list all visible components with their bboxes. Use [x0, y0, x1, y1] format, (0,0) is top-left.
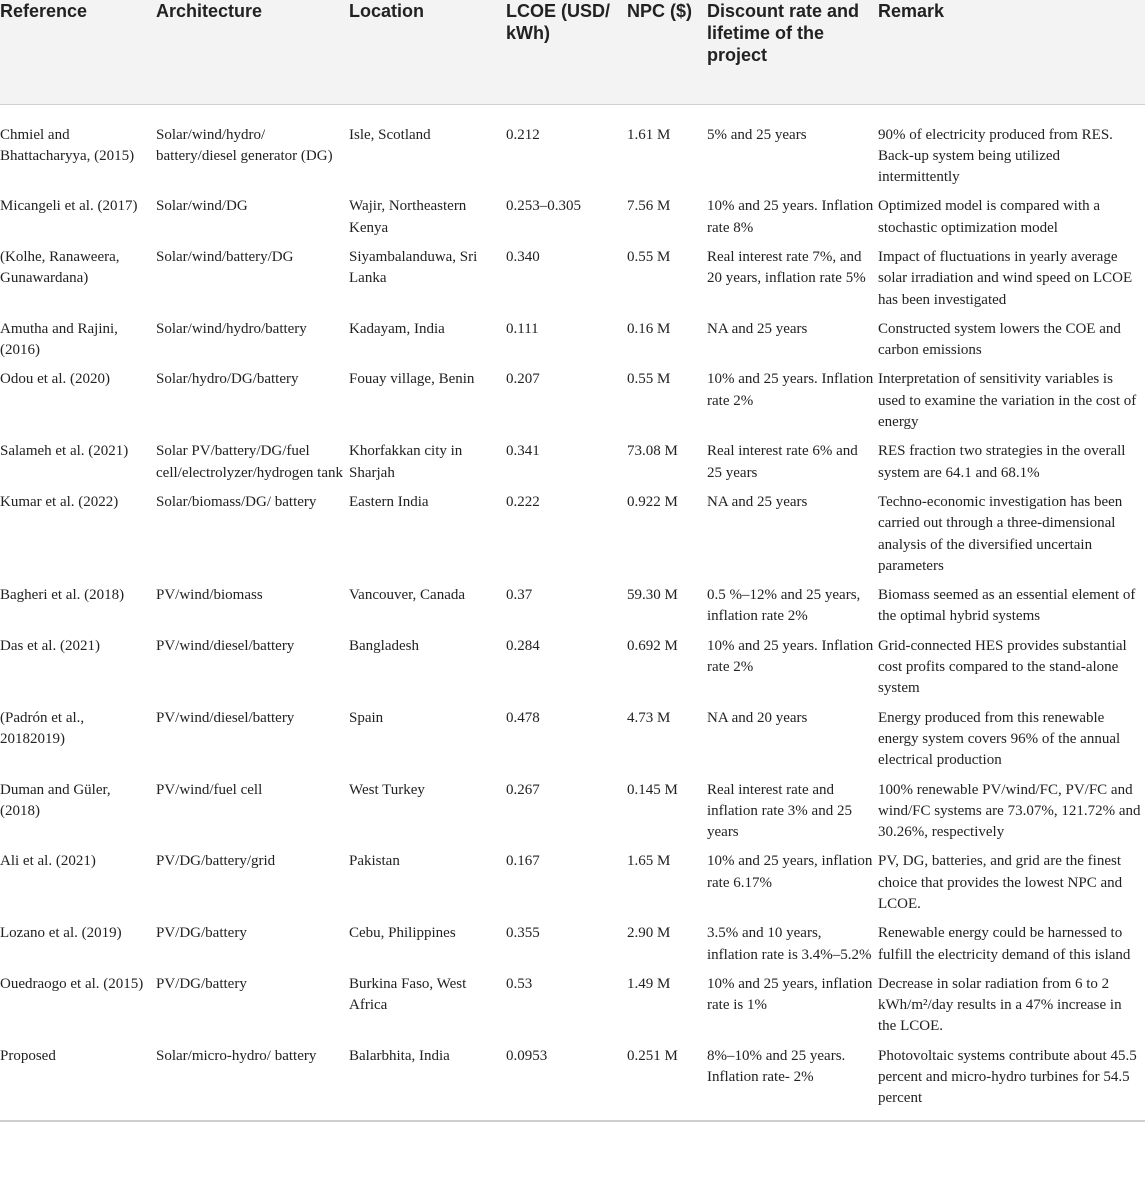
cell-lcoe: 0.53: [506, 975, 533, 992]
cell-architecture: PV/wind/diesel/battery: [156, 637, 295, 654]
cell-npc: 59.30 M: [627, 587, 678, 604]
cell-location: Fouay village, Benin: [349, 371, 475, 388]
cell-location: Isle, Scotland: [349, 126, 431, 143]
cell-reference: Odou et al. (2020): [0, 371, 110, 388]
cell-remark: Constructed system lowers the COE and carbon emissions: [878, 320, 1121, 359]
cell-npc: 4.73 M: [627, 709, 671, 726]
cell-discount-rate: 10% and 25 years. Inflation rate 2%: [707, 371, 874, 409]
cell-npc: 0.55 M: [627, 371, 671, 388]
cell-remark: Photovoltaic systems contribute about 45.5 percent and micro-hydro turbines for 54.5 percent: [878, 1047, 1137, 1107]
cell-discount-rate: 0.5 %–12% and 25 years, inflation rate 2%: [707, 587, 861, 625]
cell-architecture: PV/wind/diesel/battery: [156, 709, 295, 726]
table-row: [0, 1046, 1145, 1120]
cell-architecture: PV/wind/biomass: [156, 587, 263, 604]
cell-discount-rate: 3.5% and 10 years, inflation rate is 3.4%–5.2%: [707, 925, 872, 963]
cell-npc: 7.56 M: [627, 198, 671, 215]
cell-discount-rate: NA and 25 years: [707, 320, 808, 337]
cell-remark: 90% of electricity produced from RES. Back-up system being utilized intermittently: [878, 126, 1113, 186]
cell-location: Siyambalanduwa, Sri Lanka: [349, 248, 478, 287]
table-row: [0, 319, 1145, 370]
cell-reference: Das et al. (2021): [0, 637, 100, 654]
cell-reference: (Padrón et al., 20182019): [0, 709, 85, 747]
table-row: [0, 585, 1145, 636]
cell-remark: Decrease in solar radiation from 6 to 2 kWh/m²/day results in a 47% increase in the LCOE.: [878, 975, 1122, 1035]
cell-location: Spain: [349, 709, 384, 726]
cell-architecture: PV/DG/battery/grid: [156, 853, 276, 870]
cell-discount-rate: NA and 25 years: [707, 493, 808, 510]
cell-lcoe: 0.478: [506, 709, 540, 726]
header-lcoe: LCOE (USD/ kWh): [506, 0, 627, 104]
cell-reference: (Kolhe, Ranaweera, Gunawardana): [0, 248, 120, 287]
cell-architecture: PV/DG/battery: [156, 975, 247, 992]
cell-npc: 0.145 M: [627, 781, 678, 798]
cell-discount-rate: Real interest rate and inflation rate 3% and 25 years: [707, 781, 852, 841]
cell-lcoe: 0.37: [506, 587, 533, 604]
cell-discount-rate: 10% and 25 years, inflation rate is 1%: [707, 975, 873, 1014]
cell-lcoe: 0.340: [506, 248, 540, 265]
table-row: [0, 104, 1145, 196]
header-discount-rate: Discount rate and lifetime of the project: [707, 0, 878, 104]
cell-lcoe: 0.284: [506, 637, 540, 654]
cell-npc: 0.251 M: [627, 1047, 678, 1064]
header-location: Location: [349, 0, 506, 104]
cell-remark: Impact of fluctuations in yearly average solar irradiation and wind speed on LCOE has been investigated: [878, 248, 1133, 308]
cell-architecture: PV/DG/battery: [156, 925, 247, 942]
cell-reference: Amutha and Rajini, (2016): [0, 320, 118, 359]
table-bottom-rule: [0, 1120, 1145, 1122]
cell-discount-rate: 10% and 25 years. Inflation rate 2%: [707, 637, 874, 676]
table-row: [0, 708, 1145, 780]
cell-lcoe: 0.267: [506, 781, 540, 798]
cell-architecture: Solar PV/battery/DG/fuel cell/electrolyzer/hydrogen tank: [156, 443, 343, 481]
cell-npc: 1.61 M: [627, 126, 671, 143]
cell-location: Bangladesh: [349, 637, 419, 654]
cell-architecture: Solar/hydro/DG/battery: [156, 371, 299, 388]
table-row: [0, 247, 1145, 319]
table-row: [0, 492, 1145, 585]
cell-location: West Turkey: [349, 781, 425, 798]
cell-lcoe: 0.207: [506, 371, 540, 388]
header-reference: Reference: [0, 0, 156, 104]
cell-discount-rate: NA and 20 years: [707, 709, 808, 726]
cell-remark: RES fraction two strategies in the overall system are 64.1 and 68.1%: [878, 443, 1126, 481]
cell-location: Vancouver, Canada: [349, 587, 466, 604]
cell-architecture: PV/wind/fuel cell: [156, 781, 263, 798]
cell-remark: Optimized model is compared with a stochastic optimization model: [878, 198, 1101, 236]
cell-remark: Techno-economic investigation has been carried out through a three-dimensional analysis of the diversified uncertain parameters: [878, 493, 1123, 574]
cell-remark: 100% renewable PV/wind/FC, PV/FC and wind/FC systems are 73.07%, 121.72% and 30.26%, respectively: [878, 781, 1141, 841]
cell-architecture: Solar/wind/DG: [156, 198, 248, 215]
cell-reference: Proposed: [0, 1047, 56, 1064]
cell-discount-rate: 10% and 25 years. Inflation rate 8%: [707, 198, 874, 236]
cell-lcoe: 0.0953: [506, 1047, 548, 1064]
cell-location: Kadayam, India: [349, 320, 445, 337]
cell-architecture: Solar/wind/hydro/battery: [156, 320, 307, 337]
cell-reference: Salameh et al. (2021): [0, 443, 129, 460]
cell-remark: PV, DG, batteries, and grid are the finest choice that provides the lowest NPC and LCOE.: [878, 853, 1123, 912]
cell-reference: Duman and Güler, (2018): [0, 781, 111, 819]
table-header: [0, 0, 1145, 104]
cell-lcoe: 0.167: [506, 853, 540, 870]
cell-architecture: Solar/wind/battery/DG: [156, 248, 294, 265]
cell-discount-rate: 5% and 25 years: [707, 126, 807, 143]
cell-lcoe: 0.355: [506, 925, 540, 942]
cell-location: Khorfakkan city in Sharjah: [349, 443, 463, 481]
cell-npc: 73.08 M: [627, 443, 678, 460]
cell-location: Cebu, Philippines: [349, 925, 456, 942]
cell-location: Wajir, Northeastern Kenya: [349, 198, 467, 236]
cell-npc: 0.692 M: [627, 637, 678, 654]
cell-lcoe: 0.222: [506, 493, 540, 510]
table-row: [0, 441, 1145, 492]
table-row: [0, 851, 1145, 923]
table-row: [0, 369, 1145, 441]
cell-discount-rate: Real interest rate 6% and 25 years: [707, 443, 858, 481]
cell-npc: 1.49 M: [627, 975, 671, 992]
cell-npc: 2.90 M: [627, 925, 671, 942]
cell-remark: Interpretation of sensitivity variables is used to examine the variation in the cost of energy: [878, 371, 1137, 431]
cell-location: Burkina Faso, West Africa: [349, 975, 467, 1014]
cell-reference: Kumar et al. (2022): [0, 493, 119, 510]
cell-architecture: Solar/biomass/DG/ battery: [156, 493, 317, 510]
cell-location: Balarbhita, India: [349, 1047, 450, 1064]
cell-reference: Ouedraogo et al. (2015): [0, 975, 144, 992]
cell-reference: Chmiel and Bhattacharyya, (2015): [0, 126, 135, 164]
cell-remark: Biomass seemed as an essential element of the optimal hybrid systems: [878, 587, 1136, 625]
cell-reference: Ali et al. (2021): [0, 853, 96, 870]
table-row: [0, 196, 1145, 247]
cell-reference: Lozano et al. (2019): [0, 925, 122, 942]
cell-npc: 0.922 M: [627, 493, 678, 510]
header-npc: NPC ($): [627, 0, 707, 104]
table-body: [0, 104, 1145, 1120]
header-row: [0, 0, 1145, 104]
cell-npc: 1.65 M: [627, 853, 671, 870]
cell-reference: Bagheri et al. (2018): [0, 587, 125, 604]
header-architecture: Architecture: [156, 0, 349, 104]
cell-location: Pakistan: [349, 853, 400, 870]
header-remark: Remark: [878, 0, 1145, 104]
cell-architecture: Solar/micro-hydro/ battery: [156, 1047, 317, 1064]
table-row: [0, 923, 1145, 974]
cell-location: Eastern India: [349, 493, 429, 510]
cell-lcoe: 0.212: [506, 126, 540, 143]
cell-lcoe: 0.253–0.305: [506, 198, 581, 215]
cell-architecture: Solar/wind/hydro/ battery/diesel generator (DG): [156, 126, 333, 164]
cell-remark: Renewable energy could be harnessed to fulfill the electricity demand of this island: [878, 925, 1131, 963]
cell-discount-rate: Real interest rate 7%, and 20 years, inflation rate 5%: [707, 248, 866, 287]
table-row: [0, 974, 1145, 1046]
cell-npc: 0.16 M: [627, 320, 671, 337]
cell-npc: 0.55 M: [627, 248, 671, 265]
cell-discount-rate: 10% and 25 years, inflation rate 6.17%: [707, 853, 873, 891]
cell-discount-rate: 8%–10% and 25 years. Inflation rate- 2%: [707, 1047, 846, 1086]
cell-reference: Micangeli et al. (2017): [0, 198, 138, 215]
table-row: [0, 636, 1145, 708]
cell-lcoe: 0.341: [506, 443, 540, 460]
cell-remark: Energy produced from this renewable energy system covers 96% of the annual electrical production: [878, 709, 1121, 769]
table-row: [0, 780, 1145, 852]
cell-remark: Grid-connected HES provides substantial cost profits compared to the stand-alone system: [878, 637, 1127, 697]
cell-lcoe: 0.111: [506, 320, 539, 337]
